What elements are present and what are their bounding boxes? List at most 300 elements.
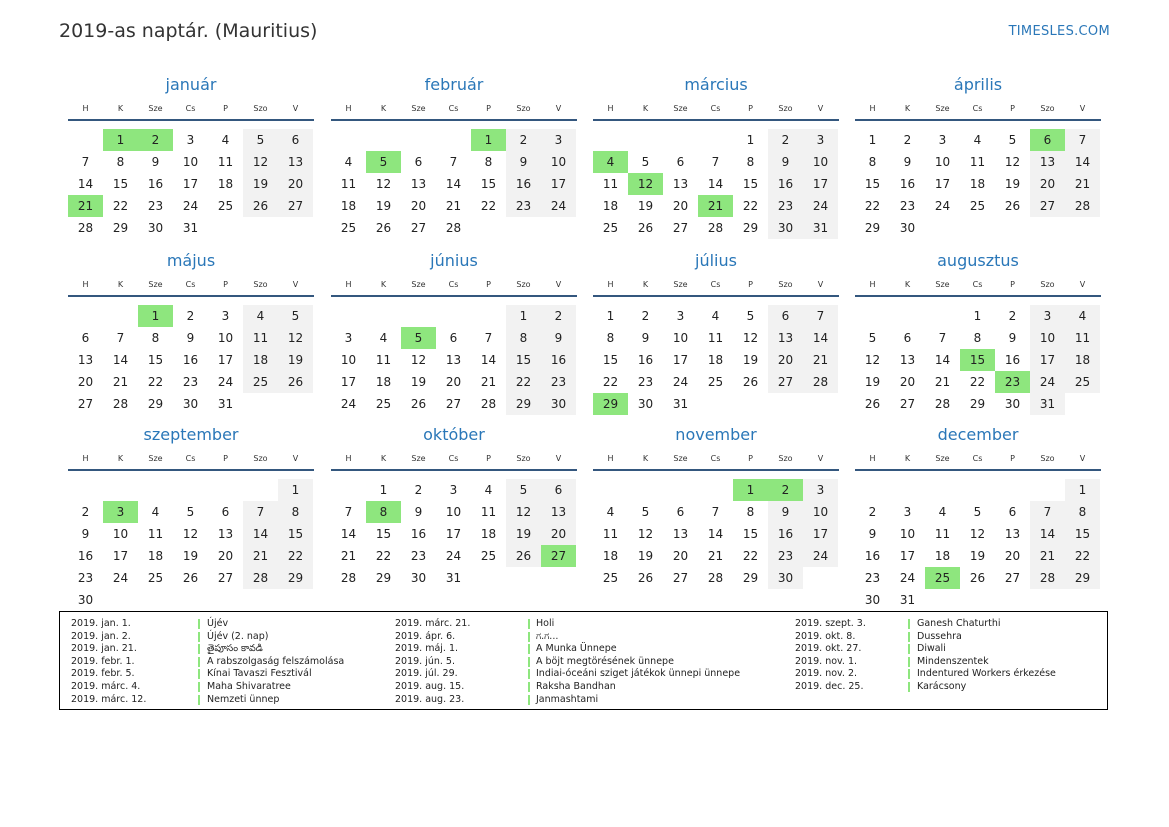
day-cell: 2	[81, 505, 90, 519]
day-cell: 20	[672, 549, 689, 563]
day-cell: 8	[606, 331, 615, 345]
weekday-label: K	[117, 454, 124, 463]
weekday-label: Cs	[972, 280, 983, 289]
day-cell: 7	[81, 155, 90, 169]
holiday-name: Kínai Tavaszi Fesztivál	[207, 668, 312, 680]
weekday-label: H	[345, 280, 352, 289]
day-cell: 28	[445, 221, 462, 235]
day-cell: 23	[410, 549, 427, 563]
day-cell: 7	[449, 155, 458, 169]
day-cell: 8	[973, 331, 982, 345]
day-cell: 16	[147, 177, 164, 191]
holiday-marker	[908, 657, 910, 667]
day-cell: 19	[742, 353, 759, 367]
day-cell: 2	[1008, 309, 1017, 323]
day-cell: 26	[278, 371, 313, 393]
weekday-label: V	[817, 104, 824, 113]
day-cell: 29	[375, 571, 392, 585]
day-cell: 19	[637, 199, 654, 213]
day-cell: 31	[803, 217, 838, 239]
day-cell: 9	[186, 331, 195, 345]
day-cell: 12	[637, 527, 654, 541]
holiday-date: 2019. febr. 1.	[71, 655, 135, 667]
day-cell: 28	[243, 567, 278, 589]
day-cell: 10	[217, 331, 234, 345]
weekday-header	[68, 454, 314, 468]
day-cell: 4	[344, 155, 353, 169]
day-cell: 7	[344, 505, 353, 519]
day-cell: 19	[864, 375, 881, 389]
day-cell: 19	[243, 173, 278, 195]
day-cell: 2	[868, 505, 877, 519]
day-cell: 16	[864, 549, 881, 563]
day-cell: 24	[182, 199, 199, 213]
weekday-label: Szo	[253, 104, 268, 113]
day-cell: 8	[868, 155, 877, 169]
day-cell: 26	[182, 571, 199, 585]
holiday-name: Dussehra	[917, 630, 962, 642]
day-cell: 18	[969, 177, 986, 191]
day-cell: 7	[711, 155, 720, 169]
day-cell: 27	[278, 195, 313, 217]
day-cell: 16	[1004, 353, 1021, 367]
day-cell: 16	[541, 349, 576, 371]
day-cell: 12	[742, 331, 759, 345]
day-cell: 21	[112, 375, 129, 389]
holiday-marker	[198, 657, 200, 667]
weekday-label: Sze	[148, 454, 163, 463]
weekday-label: V	[292, 104, 299, 113]
holiday-date: 2019. nov. 2.	[795, 668, 858, 680]
day-cell: 17	[899, 549, 916, 563]
day-cell: 9	[868, 527, 877, 541]
holiday-name: Holi	[536, 618, 555, 629]
day-cell: 28	[480, 397, 497, 411]
day-cell: 17	[1030, 349, 1065, 371]
day-cell: 15	[602, 353, 619, 367]
month-name: július	[695, 251, 737, 270]
weekday-label: Szo	[253, 454, 268, 463]
day-cell: 16	[768, 173, 803, 195]
weekday-label: Sze	[673, 454, 688, 463]
day-cell: 24	[445, 549, 462, 563]
day-cell: 10	[803, 151, 838, 173]
day-cell: 20	[278, 173, 313, 195]
holiday-name: తైపూసం కావడి	[207, 643, 263, 655]
weekday-label: Cs	[185, 454, 196, 463]
day-cell: 1	[379, 483, 388, 497]
day-cell: 5	[243, 129, 278, 151]
day-cell: 28	[934, 397, 951, 411]
day-cell: 5	[1008, 133, 1017, 147]
weekday-label: P	[486, 454, 491, 463]
day-cell: 19	[969, 549, 986, 563]
holiday-day-cell: 8	[366, 501, 401, 523]
day-cell: 14	[243, 523, 278, 545]
day-cell: 14	[1030, 523, 1065, 545]
day-cell: 27	[77, 397, 94, 411]
day-cell: 8	[278, 501, 313, 523]
holiday-name: Újév (2. nap)	[207, 630, 269, 642]
day-cell: 4	[243, 305, 278, 327]
weekday-label: V	[555, 104, 562, 113]
holiday-date: 2019. júl. 29.	[395, 668, 458, 680]
weekday-label: P	[748, 454, 753, 463]
day-cell: 1	[506, 305, 541, 327]
day-cell: 14	[707, 177, 724, 191]
holiday-date: 2019. aug. 23.	[395, 693, 465, 705]
day-cell: 10	[934, 155, 951, 169]
month-name: december	[937, 425, 1019, 444]
day-cell: 18	[602, 199, 619, 213]
day-cell: 25	[969, 199, 986, 213]
weekday-label: Cs	[710, 280, 721, 289]
day-cell: 23	[768, 545, 803, 567]
month-divider	[68, 295, 314, 297]
holiday-day-cell: 1	[471, 129, 506, 151]
weekday-label: K	[642, 454, 649, 463]
day-cell: 9	[81, 527, 90, 541]
month-divider	[331, 119, 577, 121]
day-cell: 14	[340, 527, 357, 541]
day-cell: 18	[480, 527, 497, 541]
day-cell: 26	[637, 221, 654, 235]
page-title: 2019-as naptár. (Mauritius)	[59, 20, 318, 42]
day-cell: 12	[243, 151, 278, 173]
day-cell: 1	[606, 309, 615, 323]
holiday-name: Mindenszentek	[917, 655, 989, 667]
day-cell: 24	[112, 571, 129, 585]
holiday-date: 2019. aug. 15.	[395, 680, 465, 692]
holiday-marker	[908, 644, 910, 654]
holiday-name: Indiai-óceáni sziget játékok ünnepi ünnepe	[536, 668, 741, 680]
month-divider	[68, 469, 314, 471]
weekday-label: V	[555, 454, 562, 463]
day-cell: 24	[899, 571, 916, 585]
day-cell: 5	[641, 505, 650, 519]
day-cell: 4	[711, 309, 720, 323]
day-cell: 14	[707, 527, 724, 541]
month-name: október	[423, 425, 485, 444]
weekday-label: K	[380, 280, 387, 289]
day-cell: 6	[541, 479, 576, 501]
weekday-label: Sze	[935, 280, 950, 289]
holiday-date: 2019. febr. 5.	[71, 668, 135, 680]
day-cell: 23	[506, 195, 541, 217]
day-cell: 9	[768, 501, 803, 523]
holiday-day-cell: 15	[960, 349, 995, 371]
holiday-day-cell: 5	[366, 151, 401, 173]
day-cell: 21	[1030, 545, 1065, 567]
weekday-label: K	[642, 280, 649, 289]
day-cell: 10	[541, 151, 576, 173]
day-cell: 17	[803, 523, 838, 545]
day-cell: 22	[969, 375, 986, 389]
day-cell: 6	[81, 331, 90, 345]
day-cell: 26	[969, 571, 986, 585]
weekday-label: K	[380, 104, 387, 113]
day-cell: 17	[182, 177, 199, 191]
day-cell: 11	[969, 155, 986, 169]
day-cell: 13	[445, 353, 462, 367]
holiday-marker	[198, 619, 200, 629]
day-cell: 31	[672, 397, 689, 411]
day-cell: 3	[541, 129, 576, 151]
day-cell: 3	[903, 505, 912, 519]
holiday-name: Karácsony	[917, 680, 967, 692]
weekday-label: P	[1010, 280, 1015, 289]
weekday-label: Sze	[148, 280, 163, 289]
day-cell: 9	[541, 327, 576, 349]
day-cell: 7	[803, 305, 838, 327]
holiday-name: A rabszolgaság felszámolása	[207, 655, 345, 667]
day-cell: 19	[278, 349, 313, 371]
weekday-label: P	[1010, 104, 1015, 113]
holiday-marker	[528, 619, 530, 629]
day-cell: 9	[506, 151, 541, 173]
day-cell: 28	[707, 571, 724, 585]
weekday-label: K	[642, 104, 649, 113]
day-cell: 30	[637, 397, 654, 411]
day-cell: 30	[768, 567, 803, 589]
day-cell: 2	[903, 133, 912, 147]
weekday-label: Szo	[1040, 280, 1055, 289]
day-cell: 16	[768, 523, 803, 545]
day-cell: 29	[1065, 567, 1100, 589]
weekday-label: V	[292, 280, 299, 289]
day-cell: 6	[676, 155, 685, 169]
day-cell: 10	[112, 527, 129, 541]
day-cell: 1	[973, 309, 982, 323]
day-cell: 4	[151, 505, 160, 519]
day-cell: 20	[541, 523, 576, 545]
day-cell: 15	[480, 177, 497, 191]
day-cell: 14	[803, 327, 838, 349]
day-cell: 21	[445, 199, 462, 213]
day-cell: 6	[414, 155, 423, 169]
weekday-label: P	[223, 454, 228, 463]
day-cell: 2	[186, 309, 195, 323]
day-cell: 5	[868, 331, 877, 345]
weekday-header	[68, 104, 314, 118]
day-cell: 19	[410, 375, 427, 389]
day-cell: 20	[768, 349, 803, 371]
day-cell: 12	[506, 501, 541, 523]
day-cell: 3	[186, 133, 195, 147]
day-cell: 26	[864, 397, 881, 411]
weekday-label: Cs	[185, 104, 196, 113]
day-cell: 5	[973, 505, 982, 519]
weekday-label: V	[1079, 280, 1086, 289]
weekday-label: V	[292, 454, 299, 463]
weekday-header	[593, 280, 839, 294]
weekday-label: Cs	[448, 280, 459, 289]
day-cell: 12	[1004, 155, 1021, 169]
month-name: augusztus	[937, 251, 1019, 270]
day-cell: 26	[506, 545, 541, 567]
day-cell: 19	[375, 199, 392, 213]
weekday-label: Szo	[516, 104, 531, 113]
holiday-day-cell: 1	[138, 305, 173, 327]
day-cell: 23	[864, 571, 881, 585]
day-cell: 22	[112, 199, 129, 213]
day-cell: 17	[340, 375, 357, 389]
month-divider	[855, 119, 1101, 121]
holiday-day-cell: 5	[401, 327, 436, 349]
month-name: február	[424, 75, 484, 94]
holiday-name: Raksha Bandhan	[536, 680, 616, 692]
day-cell: 23	[77, 571, 94, 585]
day-cell: 16	[77, 549, 94, 563]
day-cell: 22	[1065, 545, 1100, 567]
day-cell: 16	[899, 177, 916, 191]
holiday-marker	[198, 644, 200, 654]
day-cell: 13	[410, 177, 427, 191]
day-cell: 29	[742, 571, 759, 585]
day-cell: 8	[151, 331, 160, 345]
day-cell: 16	[637, 353, 654, 367]
holiday-marker	[198, 695, 200, 705]
day-cell: 20	[217, 549, 234, 563]
holiday-date: 2019. okt. 8.	[795, 630, 856, 642]
day-cell: 7	[116, 331, 125, 345]
day-cell: 3	[1030, 305, 1065, 327]
day-cell: 7	[243, 501, 278, 523]
day-cell: 22	[742, 549, 759, 563]
day-cell: 14	[112, 353, 129, 367]
weekday-label: P	[748, 280, 753, 289]
day-cell: 6	[768, 305, 803, 327]
day-cell: 9	[768, 151, 803, 173]
month-divider	[331, 469, 577, 471]
day-cell: 3	[676, 309, 685, 323]
day-cell: 29	[506, 393, 541, 415]
day-cell: 8	[506, 327, 541, 349]
day-cell: 1	[1065, 479, 1100, 501]
day-cell: 15	[864, 177, 881, 191]
weekday-label: P	[486, 280, 491, 289]
day-cell: 29	[278, 567, 313, 589]
day-cell: 22	[506, 371, 541, 393]
day-cell: 26	[637, 571, 654, 585]
day-cell: 18	[243, 349, 278, 371]
day-cell: 11	[217, 155, 234, 169]
day-cell: 26	[742, 375, 759, 389]
weekday-label: Cs	[972, 104, 983, 113]
weekday-label: H	[82, 280, 89, 289]
day-cell: 4	[1065, 305, 1100, 327]
day-cell: 30	[147, 221, 164, 235]
holiday-day-cell: 27	[541, 545, 576, 567]
day-cell: 1	[278, 479, 313, 501]
day-cell: 17	[217, 353, 234, 367]
day-cell: 13	[672, 527, 689, 541]
day-cell: 25	[375, 397, 392, 411]
day-cell: 14	[77, 177, 94, 191]
holiday-day-cell: 2	[138, 129, 173, 151]
day-cell: 14	[934, 353, 951, 367]
weekday-label: Szo	[253, 280, 268, 289]
weekday-label: V	[555, 280, 562, 289]
day-cell: 30	[182, 397, 199, 411]
day-cell: 15	[375, 527, 392, 541]
day-cell: 30	[899, 221, 916, 235]
day-cell: 28	[1030, 567, 1065, 589]
holiday-marker	[528, 695, 530, 705]
day-cell: 18	[340, 199, 357, 213]
day-cell: 11	[602, 527, 619, 541]
day-cell: 21	[707, 549, 724, 563]
day-cell: 8	[1065, 501, 1100, 523]
weekday-label: Szo	[1040, 454, 1055, 463]
day-cell: 25	[147, 571, 164, 585]
day-cell: 18	[147, 549, 164, 563]
weekday-header	[593, 454, 839, 468]
day-cell: 10	[672, 331, 689, 345]
weekday-header	[855, 280, 1101, 294]
weekday-label: V	[1079, 104, 1086, 113]
day-cell: 3	[221, 309, 230, 323]
day-cell: 19	[637, 549, 654, 563]
day-cell: 26	[1004, 199, 1021, 213]
day-cell: 12	[182, 527, 199, 541]
holiday-day-cell: 23	[995, 371, 1030, 393]
day-cell: 3	[803, 479, 838, 501]
day-cell: 14	[445, 177, 462, 191]
day-cell: 12	[969, 527, 986, 541]
day-cell: 24	[803, 545, 838, 567]
holiday-marker	[908, 632, 910, 642]
weekday-label: Szo	[1040, 104, 1055, 113]
weekday-label: P	[748, 104, 753, 113]
day-cell: 21	[480, 375, 497, 389]
day-cell: 14	[480, 353, 497, 367]
day-cell: 10	[445, 505, 462, 519]
holiday-marker	[528, 669, 530, 679]
weekday-label: Cs	[710, 454, 721, 463]
day-cell: 25	[243, 371, 278, 393]
day-cell: 8	[746, 505, 755, 519]
day-cell: 27	[672, 221, 689, 235]
day-cell: 1	[868, 133, 877, 147]
brand-link[interactable]: TIMESLES.COM	[1008, 24, 1110, 39]
weekday-label: P	[486, 104, 491, 113]
day-cell: 29	[864, 221, 881, 235]
weekday-label: Szo	[516, 454, 531, 463]
day-cell: 3	[803, 129, 838, 151]
day-cell: 13	[899, 353, 916, 367]
weekday-label: Sze	[148, 104, 163, 113]
holiday-marker	[528, 632, 530, 642]
day-cell: 13	[77, 353, 94, 367]
day-cell: 22	[278, 545, 313, 567]
day-cell: 20	[410, 199, 427, 213]
day-cell: 6	[278, 129, 313, 151]
day-cell: 18	[1065, 349, 1100, 371]
weekday-label: Cs	[448, 104, 459, 113]
day-cell: 15	[742, 527, 759, 541]
day-cell: 13	[217, 527, 234, 541]
weekday-label: Sze	[411, 454, 426, 463]
day-cell: 26	[375, 221, 392, 235]
day-cell: 22	[375, 549, 392, 563]
weekday-label: H	[869, 104, 876, 113]
day-cell: 30	[541, 393, 576, 415]
day-cell: 17	[112, 549, 129, 563]
day-cell: 18	[217, 177, 234, 191]
day-cell: 15	[112, 177, 129, 191]
holiday-day-cell: 2	[768, 479, 803, 501]
